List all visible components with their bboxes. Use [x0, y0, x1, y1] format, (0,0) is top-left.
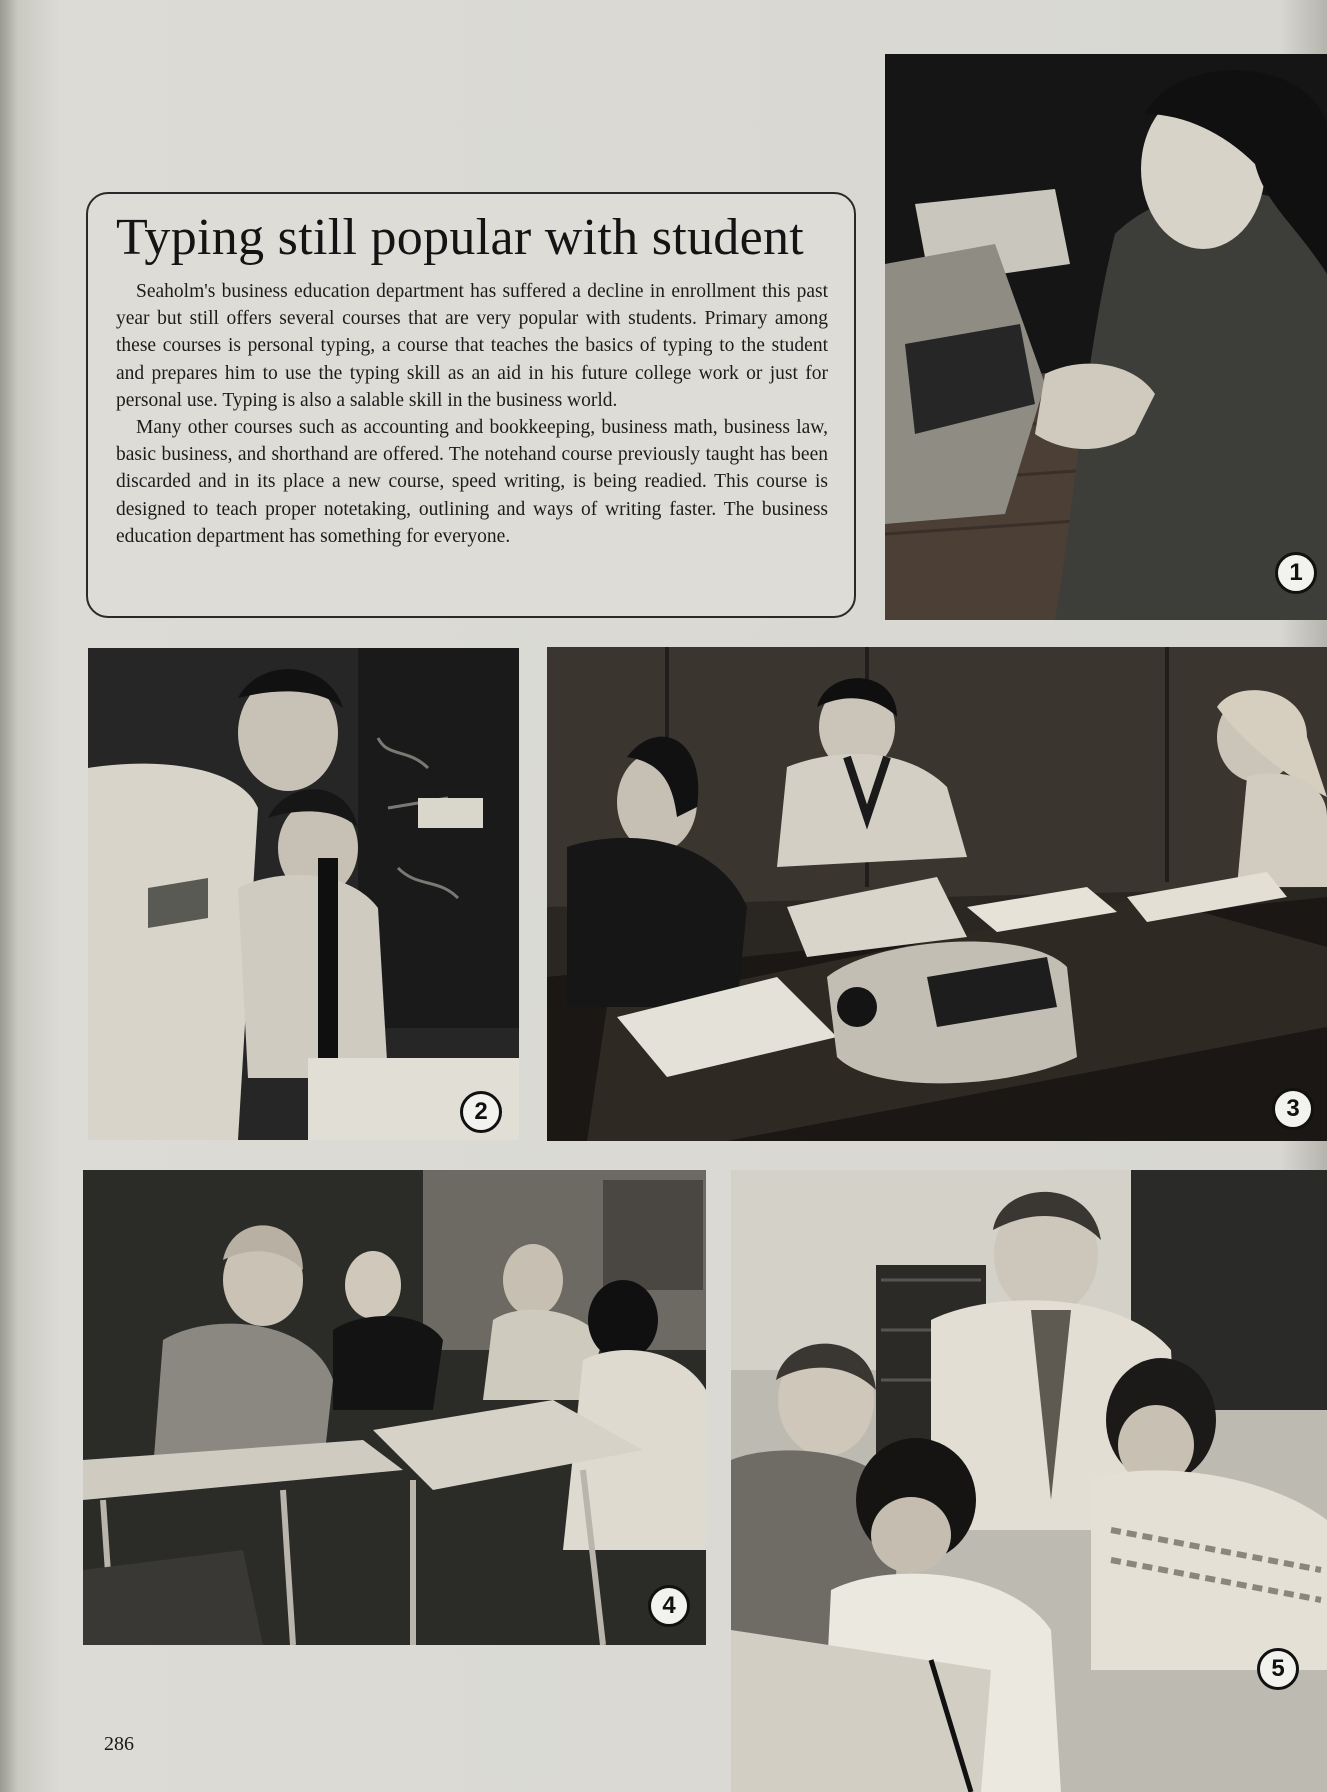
photo-number-badge: 4	[648, 1585, 690, 1627]
article-title: Typing still popular with student	[116, 209, 805, 266]
photo-number-badge: 2	[460, 1091, 502, 1133]
photo-1-typing-student	[885, 54, 1327, 620]
photo-number-badge: 3	[1272, 1088, 1314, 1130]
article-paragraph: Many other courses such as accounting and bookkeeping, business math, business law, basic business, and shorthand are offered. The notehand course previously taught has been discarded and in its place a new course, speed writing, is being readied. This course is designed to teach proper notetaking, outlining and ways of writing faster. The business education department has something for everyone.	[116, 417, 828, 547]
photo-3-students-at-table	[547, 647, 1327, 1141]
photo-number-badge: 5	[1257, 1648, 1299, 1690]
photo-4-students-at-desks	[83, 1170, 706, 1645]
photo-number-badge: 1	[1275, 552, 1317, 594]
photo-2-overhead-projector	[88, 648, 519, 1140]
article-body	[116, 278, 828, 550]
article-paragraph: Seaholm's business education department has suffered a decline in enrollment this past year but still offers several courses that are very popular with students. Primary among these courses is personal typing, a course that teaches the basics of typing to the student and prepares him to use the typing skill as an aid in his future college work or just for personal use. Typing is also a salable skill in the business world.	[116, 281, 828, 411]
article-box	[86, 192, 856, 618]
photo-5-teacher-with-students	[731, 1170, 1327, 1792]
page-number: 286	[104, 1733, 134, 1755]
